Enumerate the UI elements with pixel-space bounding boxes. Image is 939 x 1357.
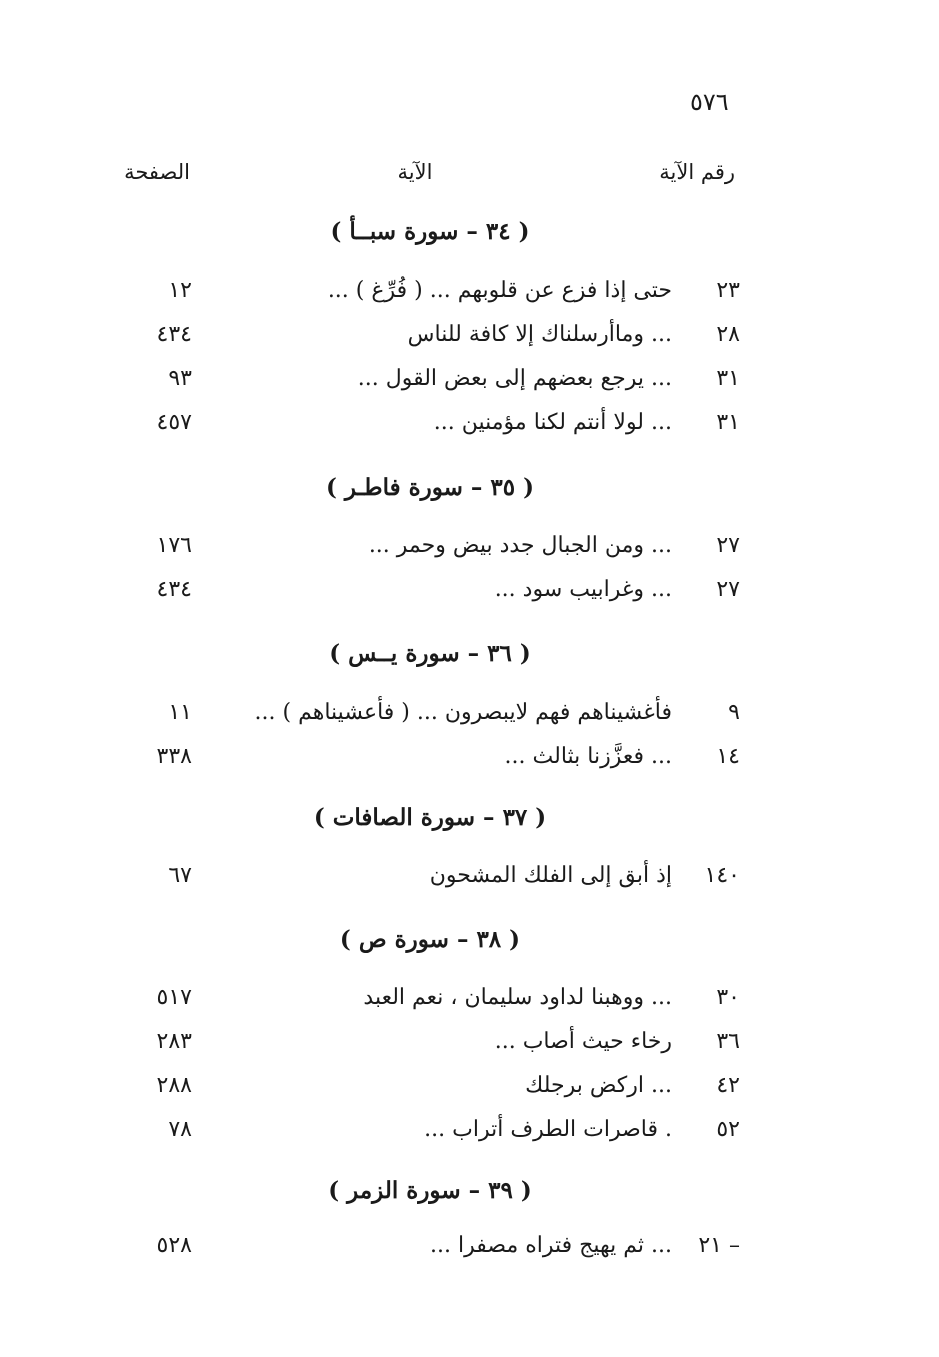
list-item xyxy=(100,322,740,362)
verse-text: ووهبنا لداود سليمان ، نعم العبد ... xyxy=(363,985,672,1010)
list-item xyxy=(100,533,740,573)
verse-number: ٩ xyxy=(728,700,740,725)
header-page: الصفحة xyxy=(124,160,190,184)
verse-number: ٢٨ xyxy=(716,322,740,347)
page-ref: ٢٨٨ xyxy=(156,1073,192,1098)
verse-number: ٣٠ xyxy=(716,985,740,1010)
page-ref: ٣٣٨ xyxy=(156,744,192,769)
header-verse: الآية xyxy=(397,160,433,184)
page-ref: ١٢ xyxy=(168,278,192,303)
verse-number: ٢٧ xyxy=(716,533,740,558)
verse-number: ٣٦ xyxy=(716,1029,740,1054)
verse-number: ١٤ xyxy=(716,744,740,769)
verse-text: ... لولا أنتم لكنا مؤمنين ... xyxy=(433,410,672,435)
verse-text: ... يرجع بعضهم إلى بعض القول ... xyxy=(357,366,672,391)
list-item xyxy=(100,410,740,450)
surah-title: ( ٣٧ – سورة الصافات ) xyxy=(313,804,547,831)
verse-text: إذ أبق إلى الفلك المشحون xyxy=(429,863,672,888)
page-ref: ١٧٦ xyxy=(156,533,192,558)
page-ref: ٤٣٤ xyxy=(156,322,192,347)
page-number: ٥٧٦ xyxy=(690,88,729,116)
page-ref: ٢٨٣ xyxy=(156,1029,192,1054)
surah-title: ( ٣٨ – سورة ص ) xyxy=(339,926,521,953)
verse-number: ٢١ – xyxy=(698,1233,740,1258)
verse-number: ٣١ xyxy=(716,410,740,435)
verse-text: ... رخاء حيث أصاب xyxy=(494,1029,672,1054)
list-item xyxy=(100,1029,740,1069)
page-ref: ٩٣ xyxy=(168,366,192,391)
verse-number: ٤٢ xyxy=(716,1073,740,1098)
page-ref: ٥١٧ xyxy=(156,985,192,1010)
list-item xyxy=(100,700,740,740)
list-item xyxy=(100,1117,740,1157)
page-ref: ٤٥٧ xyxy=(156,410,192,435)
verse-text: ... فعزَّزنا بثالث ... xyxy=(504,744,672,769)
verse-text: اركض برجلك ... xyxy=(525,1073,672,1098)
verse-number: ٣١ xyxy=(716,366,740,391)
verse-text: ... وغرابيب سود ... xyxy=(494,577,672,602)
verse-text: وماأرسلناك إلا كافة للناس ... xyxy=(407,322,672,347)
page-ref: ٧٨ xyxy=(168,1117,192,1142)
list-item xyxy=(100,278,740,318)
verse-number: ٢٣ xyxy=(716,278,740,303)
list-item xyxy=(100,863,740,903)
list-item xyxy=(100,744,740,784)
list-item xyxy=(100,985,740,1025)
page-ref: ٤٣٤ xyxy=(156,577,192,602)
page-ref: ٦٧ xyxy=(168,863,192,888)
verse-text: ... حتى إذا فزع عن قلوبهم ... ( فُرِّغ ) xyxy=(327,278,672,303)
list-item xyxy=(100,366,740,406)
list-item xyxy=(100,1073,740,1113)
surah-title: ( ٣٦ – سورة يــس ) xyxy=(329,640,531,667)
list-item xyxy=(100,1233,740,1273)
verse-text: ... فأغشيناهم فهم لايبصرون ... ( فأعشيناهم ) xyxy=(254,700,672,725)
verse-text: ... ومن الجبال جدد بيض وحمر ... xyxy=(368,533,672,558)
verse-text: ... ثم يهيج فتراه مصفرا ... xyxy=(430,1233,672,1258)
surah-title: ( ٣٤ – سورة سبــأ ) xyxy=(330,218,530,245)
verse-number: ٥٢ xyxy=(716,1117,740,1142)
list-item xyxy=(100,577,740,617)
page-ref: ٥٢٨ xyxy=(156,1233,192,1258)
header-verse-number: رقم الآية xyxy=(659,160,735,184)
verse-number: ١٤٠ xyxy=(704,863,740,888)
page-ref: ١١ xyxy=(168,700,192,725)
surah-title: ( ٣٩ – سورة الزمر ) xyxy=(328,1177,532,1204)
verse-number: ٢٧ xyxy=(716,577,740,602)
surah-title: ( ٣٥ – سورة فاطـر ) xyxy=(325,474,535,501)
verse-text: ... قاصرات الطرف أتراب . xyxy=(424,1117,672,1142)
